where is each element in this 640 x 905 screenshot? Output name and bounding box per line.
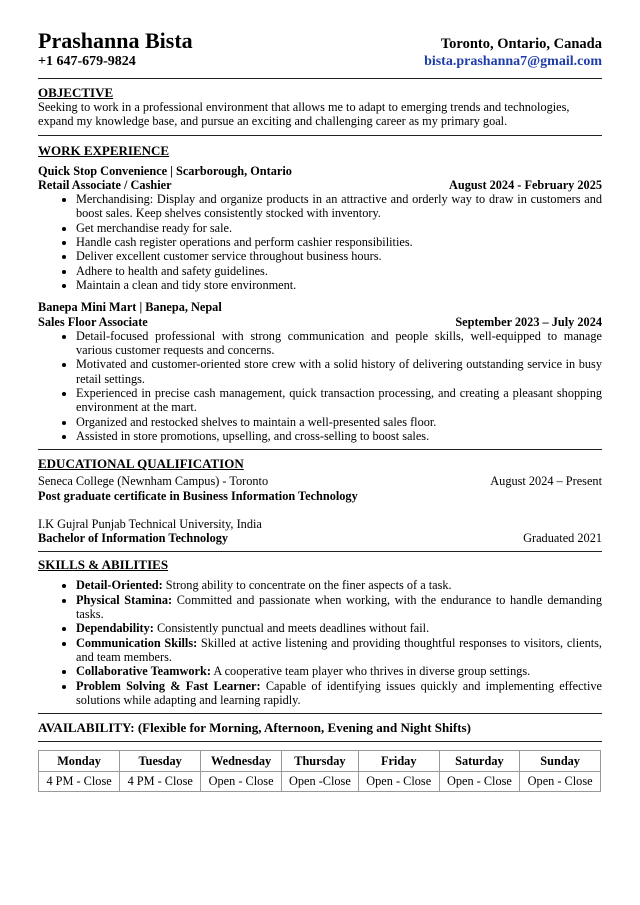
list-item: [76, 664, 602, 678]
education-school-row: [38, 474, 602, 488]
job-entry: [38, 300, 602, 443]
candidate-phone: +1 647-679-9824: [38, 54, 136, 69]
list-item: • Get merchandise ready for sale.: [76, 221, 602, 235]
hours-cell: Open - Close: [358, 772, 439, 792]
header-row-1: [38, 28, 602, 54]
education-note: Graduated 2021: [523, 531, 602, 546]
education-degree: Bachelor of Information Technology: [38, 531, 229, 546]
list-item: • Detail-focused professional with strong communication and people skills, well-equipped to manage various customer requests and concerns.: [76, 329, 602, 358]
hours-cell: Open -Close: [281, 772, 358, 792]
skill-desc: A cooperative team player who thrives in diverse group settings.: [210, 664, 531, 679]
list-item: • Merchandising: Display and organize products in an attractive and orderly way to draw in customers and boost sales. Keep shelves consistently stocked with inventory.: [76, 192, 602, 221]
skill-name: Problem Solving & Fast Learner:: [76, 678, 261, 693]
day-header: Thursday: [281, 751, 358, 772]
skills-list: [38, 578, 602, 707]
day-header: Tuesday: [120, 751, 201, 772]
divider: [38, 135, 602, 136]
divider: [38, 551, 602, 552]
hours-cell: Open - Close: [520, 772, 601, 792]
day-header: Saturday: [439, 751, 520, 772]
divider: [38, 741, 602, 742]
education-title: EDUCATIONAL QUALIFICATION: [38, 456, 244, 472]
skill-desc: Committed and passionate when working, with the endurance to handle demanding tasks.: [76, 592, 602, 622]
education-degree: Post graduate certificate in Business Information Technology: [38, 488, 358, 503]
candidate-name: Prashanna Bista: [38, 28, 193, 53]
list-item: • Assisted in store promotions, upselling, and cross-selling to boost sales.: [76, 429, 602, 443]
skill-name: Communication Skills:: [76, 635, 198, 650]
job-dates: September 2023 – July 2024: [455, 314, 602, 329]
education-school: I.K Gujral Punjab Technical University, India: [38, 516, 262, 531]
skill-name: Dependability:: [76, 621, 154, 636]
availability-subtitle: (Flexible for Morning, Afternoon, Evening and Night Shifts): [137, 720, 471, 736]
skill-name: Detail-Oriented:: [76, 578, 163, 593]
list-item: • Deliver excellent customer service throughout business hours.: [76, 249, 602, 263]
job-entry: [38, 164, 602, 293]
list-item: • Adhere to health and safety guidelines.: [76, 264, 602, 278]
skills-title: SKILLS & ABILITIES: [38, 557, 169, 573]
resume-page: [38, 28, 602, 792]
education-degree-row: [38, 531, 602, 545]
candidate-location: Toronto, Ontario, Canada: [440, 36, 602, 52]
divider: [38, 449, 602, 450]
day-header: Wednesday: [201, 751, 282, 772]
day-header: Sunday: [520, 751, 601, 772]
job-role: Retail Associate / Cashier: [38, 177, 172, 192]
education-entry: [38, 517, 602, 546]
list-item: [76, 679, 602, 708]
hours-cell: 4 PM - Close: [39, 772, 120, 792]
hours-cell: 4 PM - Close: [120, 772, 201, 792]
skill-desc: Consistently punctual and meets deadlines without fail.: [153, 621, 430, 636]
list-item: • Experienced in precise cash management, quick transaction processing, and creating a pleasant shopping environment at the mart.: [76, 386, 602, 415]
list-item: [76, 593, 602, 622]
availability-title: AVAILABILITY:: [38, 720, 135, 736]
day-header: Monday: [39, 751, 120, 772]
skill-desc: Capable of identifying issues quickly and implementing effective solutions while adapting and learning rapidly.: [76, 678, 602, 707]
divider: [38, 78, 602, 79]
job-dates: August 2024 - February 2025: [448, 177, 602, 192]
list-item: • Handle cash register operations and perform cashier responsibilities.: [76, 235, 602, 249]
list-item: • Motivated and customer-oriented store crew with a solid history of delivering outstanding service in busy retail settings.: [76, 357, 602, 386]
job-role: Sales Floor Associate: [38, 314, 148, 329]
job-role-row: [38, 315, 602, 329]
education-entry: [38, 474, 602, 503]
job-company: Quick Stop Convenience | Scarborough, Ontario: [38, 163, 292, 178]
skill-desc: Strong ability to concentrate on the finer aspects of a task.: [162, 578, 452, 593]
skill-name: Collaborative Teamwork:: [76, 664, 211, 679]
job-bullets: [38, 329, 602, 443]
education-school: Seneca College (Newnham Campus) - Toronto: [38, 474, 269, 489]
availability-heading: [38, 721, 602, 735]
candidate-email[interactable]: bista.prashanna7@gmail.com: [424, 54, 602, 69]
job-bullets: [38, 192, 602, 292]
list-item: [76, 621, 602, 635]
objective-title: OBJECTIVE: [38, 85, 114, 100]
header-row-2: [38, 54, 602, 74]
work-experience-title: WORK EXPERIENCE: [38, 142, 170, 158]
list-item: • Organized and restocked shelves to maintain a well-presented sales floor.: [76, 415, 602, 429]
education-dates: August 2024 – Present: [490, 474, 602, 489]
job-company: Banepa Mini Mart | Banepa, Nepal: [38, 300, 222, 315]
objective-text: Seeking to work in a professional environment that allows me to adapt to emerging trends and technologies, expand my knowledge base, and pursue an exciting and challenging career as my primary goal.: [38, 100, 570, 129]
skill-desc: Skilled at active listening and providing thoughtful responses to visitors, clients, and team members.: [76, 635, 602, 664]
skill-name: Physical Stamina:: [76, 592, 173, 607]
list-item: • Maintain a clean and tidy store environment.: [76, 278, 602, 292]
divider: [38, 713, 602, 714]
list-item: [76, 636, 602, 665]
job-role-row: [38, 178, 602, 192]
hours-cell: Open - Close: [439, 772, 520, 792]
hours-cell: Open - Close: [201, 772, 282, 792]
table-row: [39, 751, 601, 772]
availability-table: [38, 750, 601, 792]
list-item: [76, 578, 602, 592]
day-header: Friday: [358, 751, 439, 772]
table-row: [39, 772, 601, 792]
